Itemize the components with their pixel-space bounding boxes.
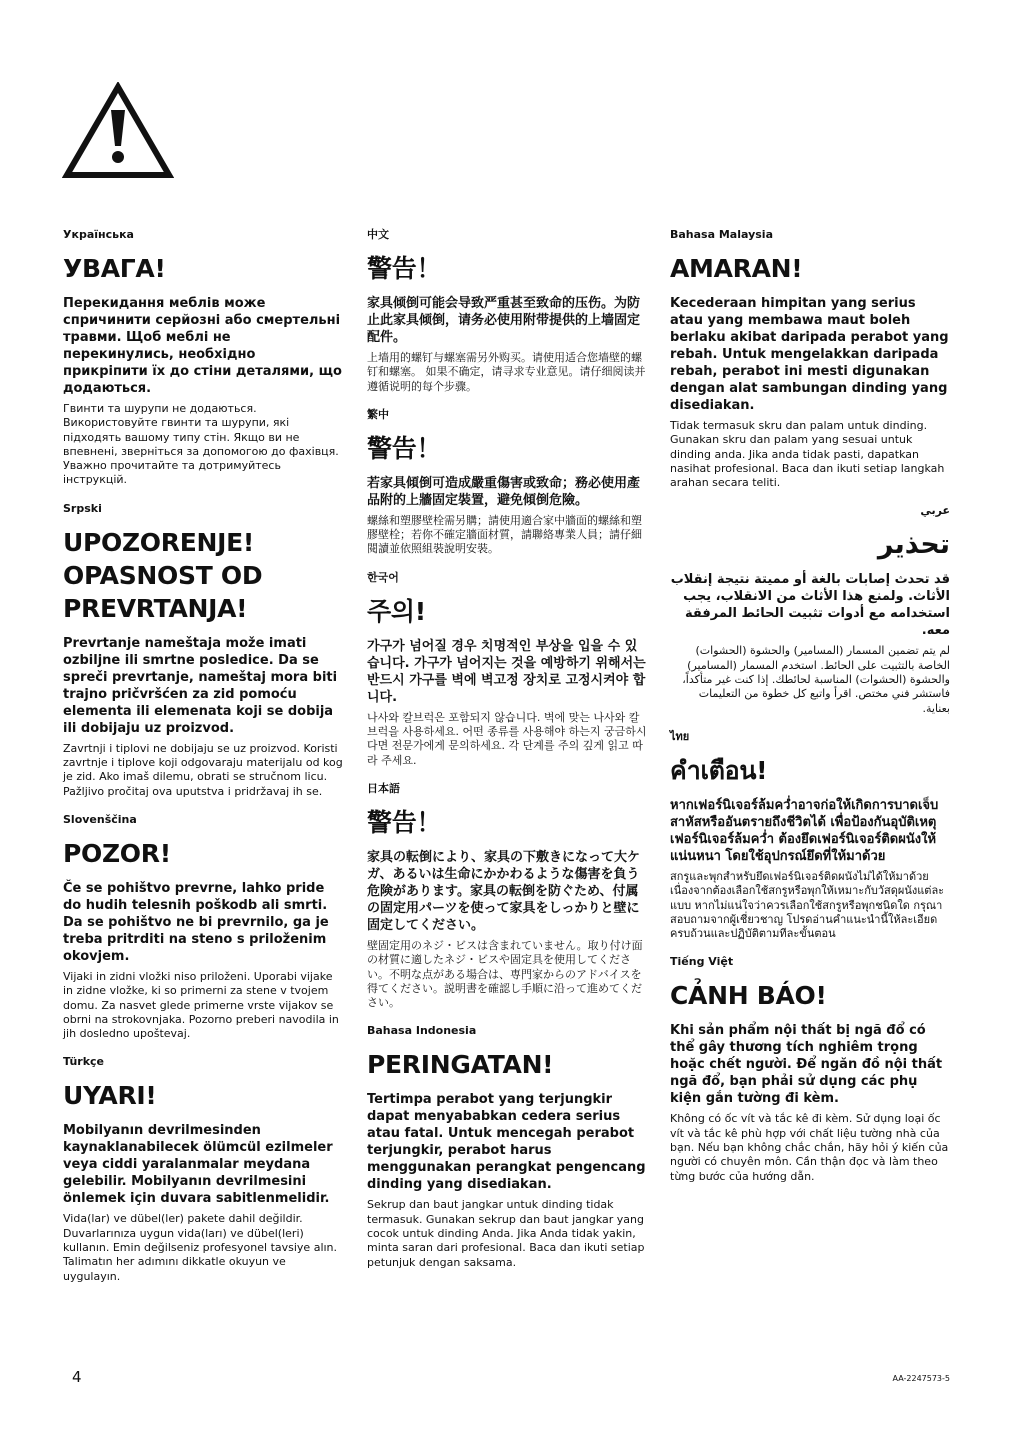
warning-lead: Перекидання меблів може спричинити серйозні або смертельні травми. Щоб меблі не перекинулись, необхідно прикріпити їх до стіни деталями, що додаються. (63, 296, 342, 396)
warning-lead: Kecederaan himpitan yang serius atau yang membawa maut boleh berlaku akibat daripada perabot yang rebah. Untuk mengelakkan daripada rebah, perabot ini mesti digunakan dengan alat sambungan dinding yang disediakan. (670, 296, 949, 413)
warning-body: สกรูและพุกสำหรับยึดเฟอร์นิเจอร์ติดผนังไม่ได้ให้มาด้วย เนื่องจากต้องเลือกใช้สกรูหรือพุกให้เหมาะกับวัสดุผนังแต่ละแบบ หากไม่แน่ใจว่าควรเลือกใช้สกรูหรือพุกชนิดใด กรุณาสอบถามจากผู้เชี่ยวชาญ โปรดอ่านคำแนะนำนี้ให้ละเอียดครบถ้วนและปฏิบัติตามทีละขั้นตอน (670, 869, 945, 941)
warning-body: Vijaki in zidni vložki niso priloženi. Uporabi vijake in zidne vložke, ki so primerni za stene v tvojem domu. Za nasvet glede primerne vrste vijakov se obrni na strokovnjaka. Pozorno preberi navodila in jih dosledno upoštevaj. (63, 969, 339, 1041)
warning-lead: Mobilyanın devrilmesinden kaynaklanabilecek ölümcül ezilmeler veya ciddi yaralanmalar meydana gelebilir. Mobilyanın devrilmesini önlemek için duvara sabitlenmelidir. (63, 1123, 333, 1207)
language-label: 繁中 (367, 407, 389, 421)
language-label: Bahasa Malaysia (670, 228, 773, 241)
warning-title: POZOR! (63, 838, 171, 868)
column-middle (367, 228, 647, 1284)
warning-title: 警告！ (367, 433, 442, 463)
section-ukrainian (63, 228, 343, 488)
language-label: عربي (920, 504, 950, 518)
section-thai (670, 730, 950, 941)
warning-body: Zavrtnji i tiplovi ne dobijaju se uz proizvod. Koristi zavrtnje i tiplove koji odgovaraju materijalu od kog je zid. Ako imaš dilemu, obrati se stručnom licu. Pažljivo pročitaj ova uputstva i pridržavaj ih se. (63, 741, 343, 798)
language-label: Türkçe (63, 1055, 105, 1069)
section-korean (367, 571, 647, 768)
section-chinese-simplified (367, 228, 647, 394)
section-japanese (367, 782, 647, 1010)
section-vietnamese (670, 955, 950, 1183)
warning-title: تحذير (877, 529, 950, 561)
warning-body: 壁固定用のネジ・ビスは含まれていません。取り付け面の材質に適したネジ・ビスや固定具を使用してください。不明な点がある場合は、専門家からのアドバイスを得てください。説明書を確認し手順に沿って進めてください。 (367, 938, 643, 1010)
language-label: 中文 (367, 228, 389, 241)
warning-title: UPOZORENJE! OPASNOST OD PREVRTANJA! (63, 527, 263, 623)
section-malay (670, 228, 950, 490)
warning-title: 警告！ (367, 254, 442, 283)
language-label: Bahasa Indonesia (367, 1024, 477, 1038)
warning-title: 警告！ (367, 807, 442, 837)
warning-lead: 가구가 넘어질 경우 치명적인 부상을 입을 수 있습니다. 가구가 넘어지는 것을 예방하기 위해서는 반드시 가구를 벽에 벽고정 장치로 고정시켜야 합니다. (367, 638, 646, 705)
warning-body: لم يتم تضمين المسمار (المسامير) والحشوة (الحشوات) الخاصة بالتثبيت على الحائط. استخدم المسمار (المسامير) والحشوة (الحشوات) المناسبة لحائطك. إذا كنت غير متأكداً، فاستشر فني مختص. اقرأ واتبع كل خطوة من التعليمات بعناية. (682, 644, 950, 715)
warning-title: คำเตือน! (670, 755, 768, 785)
warning-body: Гвинти та шурупи не додаються. Використовуйте гвинти та шурупи, які підходять вашому типу стін. Якщо ви не впевнені, зверніться за допомогою до фахівця. Уважно прочитайте та дотримуйтесь інструкцій. (63, 402, 339, 487)
warning-title: УВАГА! (63, 254, 166, 283)
page-number: 4 (72, 1368, 82, 1386)
warning-body: 나사와 칼브럭은 포함되지 않습니다. 벽에 맞는 나사와 칼브럭을 사용하세요. 어떤 종류를 사용해야 하는지 궁금하시다면 전문가에게 문의하세요. 각 단계를 주의 깊게 읽고 따라 주세요. (367, 710, 647, 767)
warning-triangle-icon (62, 82, 174, 180)
warning-lead: 家具倾倒可能会导致严重甚至致命的压伤。为防止此家具倾倒，请务必使用附带提供的上墙固定配件。 (367, 296, 641, 345)
section-slovenian (63, 813, 343, 1041)
warning-body: 螺絲和塑膠壁栓需另購；請使用適合家中牆面的螺絲和塑膠壁栓；若你不確定牆面材質，請聯絡專業人員；請仔細閱讀並依照組裝說明安裝。 (367, 513, 642, 556)
warning-body: Vida(lar) ve dübel(ler) pakete dahil değildir. Duvarlarınıza uygun vida(ları) ve dübel(leri) kullanın. Emin değilseniz profesyonel tavsiye alın. Talimatın her adımını dikkatle okuyun ve uygulayın. (63, 1212, 338, 1283)
warning-title: AMARAN! (670, 254, 803, 283)
language-label: ไทย (670, 729, 690, 743)
section-arabic (670, 504, 950, 715)
column-left (63, 228, 343, 1298)
language-label: 한국어 (367, 570, 399, 584)
warning-lead: Tertimpa perabot yang terjungkir dapat menyababkan cedera serius atau fatal. Untuk mencegah perabot terjungkir, perabot harus menggunakan perangkat pengencang dinding yang disediakan. (367, 1092, 646, 1193)
section-serbian (63, 502, 343, 799)
language-label: Tiếng Việt (670, 955, 734, 969)
warning-title: UYARI! (63, 1081, 157, 1111)
document-id: AA-2247573-5 (892, 1374, 950, 1383)
warning-body: Không có ốc vít và tắc kê đi kèm. Sử dụng loại ốc vít và tắc kê phù hợp với chất liệu tường nhà của bạn. Nếu bạn không chắc chắn, hãy hỏi ý kiến của người có chuyên môn. Cần thận đọc và làm theo từng bước của hướng dẫn. (670, 1112, 949, 1183)
warning-lead: 若家具傾倒可造成嚴重傷害或致命；務必使用產品附的上牆固定裝置，避免傾倒危險。 (367, 475, 641, 508)
warning-lead: Prevrtanje nameštaja može imati ozbiljne ili smrtne posledice. Da se spreči prevrtanje, nameštaj mora biti trajno pričvršćen za zid pomoću elementa ili elemenata koji se dobija ili dobijaju uz proizvod. (63, 635, 338, 736)
column-right (670, 228, 950, 1198)
language-label: Українська (63, 228, 134, 241)
warning-title: 주의! (367, 596, 426, 626)
language-label: Slovenščina (63, 812, 137, 826)
language-label: 日本語 (367, 781, 400, 795)
warning-body: Tidak termasuk skru dan palam untuk dinding. Gunakan skru dan palam yang sesuai untuk dinding anda. Jika anda tidak pasti, dapatkan nasihat profesional. Baca dan ikuti setiap langkah arahan secara teliti. (670, 419, 945, 490)
section-indonesian (367, 1024, 647, 1269)
warning-lead: Če se pohištvo prevrne, lahko pride do hudih telesnih poškodb ali smrti. Da se pohištvo ne bi prevrnilo, ga je treba pritrditi na steno s priloženim okovjem. (63, 880, 329, 964)
section-chinese-traditional (367, 408, 647, 557)
section-turkish (63, 1055, 343, 1283)
warning-body: Sekrup dan baut jangkar untuk dinding tidak termasuk. Gunakan sekrup dan baut jangkar yang cocok untuk dinding Anda. Jika Anda tidak yakin, minta saran dari profesional. Baca dan ikuti setiap petunjuk dengan saksama. (367, 1198, 645, 1269)
warning-title: PERINGATAN! (367, 1050, 554, 1080)
warning-lead: Khi sản phẩm nội thất bị ngã đổ có thể gây thương tích nghiêm trọng hoặc chết người. Để ngăn đồ nội thất ngã đổ, bạn phải sử dụng các phụ kiện gắn tường đi kèm. (670, 1023, 943, 1107)
language-label: Srpski (63, 501, 102, 515)
warning-lead: หากเฟอร์นิเจอร์ล้มคว่ำอาจก่อให้เกิดการบาดเจ็บสาหัสหรืออันตรายถึงชีวิตได้ เพื่อป้องกันอุบัติเหตุเฟอร์นิเจอร์ล้มคว่ำ ต้องยึดเฟอร์นิเจอร์ติดผนังให้แน่นหนา โดยใช้อุปกรณ์ยึดที่ให้มาด้วย (670, 797, 939, 864)
warning-title: CẢNH BÁO! (670, 981, 827, 1011)
warning-lead: 家具の転倒により、家具の下敷きになって大ケガ、あるいは生命にかかわるような傷害を負う危険があります。家具の転倒を防ぐため、付属の固定用パーツを使って家具をしっかりと壁に固定してください。 (367, 849, 641, 933)
warning-lead: قد تحدث إصابات بالغة أو مميتة نتيجة إنقلاب الأثاث. ولمنع هذا الأثاث من الانقلاب، يجب استخدامه مع أدوات تثبيت الحائط المرفقة معه. (670, 572, 950, 639)
warning-body: 上墙用的螺钉与螺塞需另外购买。请使用适合您墙壁的螺钉和螺塞。 如果不确定，请寻求专业意见。请仔细阅读并遵循说明的每个步骤。 (367, 351, 646, 393)
